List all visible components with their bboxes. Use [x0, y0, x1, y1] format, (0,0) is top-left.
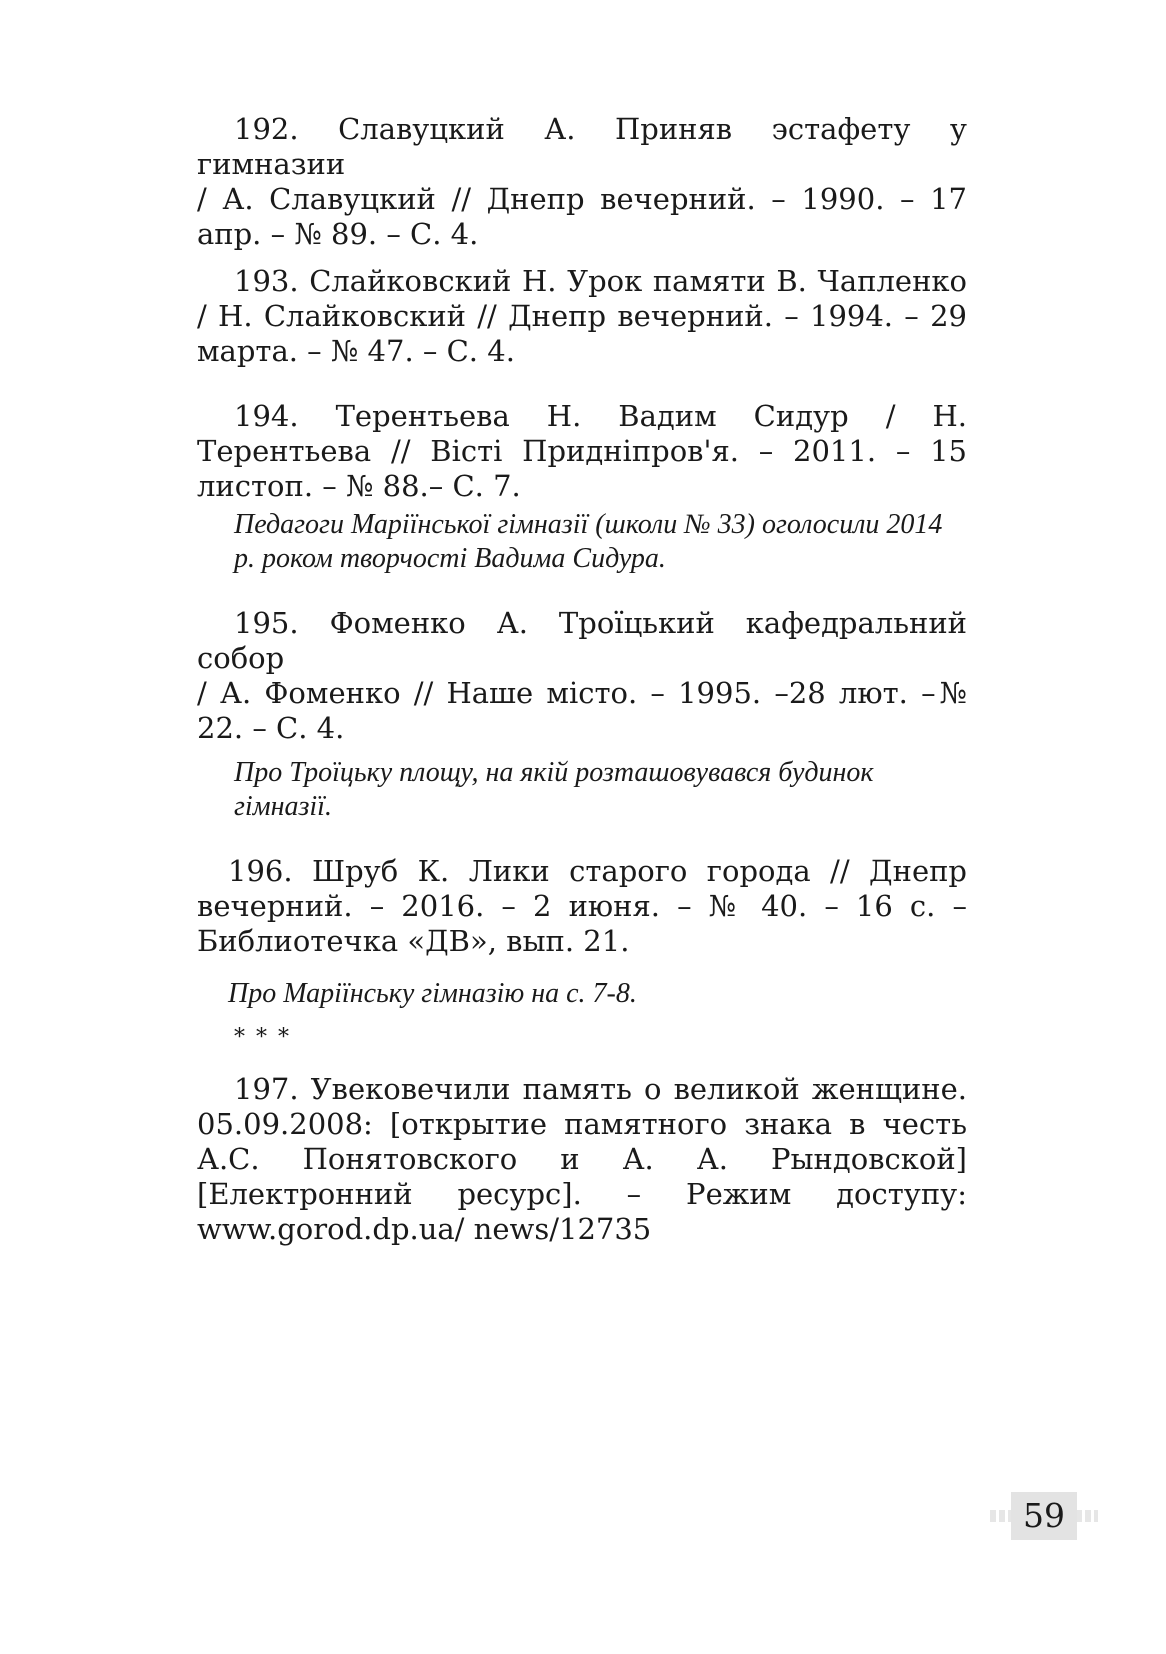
page-number-ornament-left: [990, 1510, 1012, 1522]
bibliography-entry-196: 196. Шруб К. Лики старого города // Днепр вечерний. – 2016. – 2 июня. – № 40. – 16 с. – Библиотечка «ДВ», вып. 21.: [197, 854, 967, 958]
page-number-block: [990, 1492, 1098, 1540]
entry-193-first-line: 193. Слайковский Н. Урок памяти В. Чапленко: [234, 264, 967, 298]
entry-195-annotation: Про Троїцьку площу, на якій розташовувався будинок гімназії.: [234, 757, 874, 822]
entry-195-rest: / А. Фоменко // Наше місто. – 1995. –28 лют. –№ 22. – С. 4.: [197, 676, 967, 745]
section-separator: * * *: [234, 1025, 291, 1050]
entry-196-annotation: Про Маріїнську гімназію на с. 7-8.: [228, 978, 637, 1009]
entry-192-first-line: 192. Славуцкий А. Приняв эстафету у гимназии: [197, 112, 967, 181]
entry-192-rest: / А. Славуцкий // Днепр вечерний. – 1990. – 17 апр. – № 89. – С. 4.: [197, 182, 967, 251]
page-number: 59: [1011, 1492, 1077, 1540]
entry-193-rest: / Н. Слайковский // Днепр вечерний. – 1994. – 29 марта. – № 47. – С. 4.: [197, 299, 967, 368]
entry-195-first-line: 195. Фоменко А. Троїцький кафедральний собор: [197, 606, 967, 675]
bibliography-entry-193: [197, 264, 967, 369]
bibliography-entry-197: 197. Увековечили память о великой женщине. 05.09.2008: [открытие памятного знака в честь А.С. Понятовского и А. А. Рындовской] [Електронний ресурс]. – Режим доступу: www.gorod.dp.ua/ news/12735: [197, 1072, 967, 1246]
entry-194-annotation: Педагоги Маріїнської гімназії (школи № 33) оголосили 2014 р. роком творчості Вадима Сидура.: [234, 509, 943, 574]
page-number-ornament-right: [1076, 1510, 1098, 1522]
bibliography-entry-195: [197, 606, 967, 746]
bibliography-entry-194: 194. Терентьева Н. Вадим Сидур / Н. Терентьева // Вісті Придніпров'я. – 2011. – 15 листоп. – № 88.– С. 7.: [197, 399, 967, 503]
bibliography-entry-192: [197, 112, 967, 252]
bibliography-list: [197, 112, 967, 1247]
